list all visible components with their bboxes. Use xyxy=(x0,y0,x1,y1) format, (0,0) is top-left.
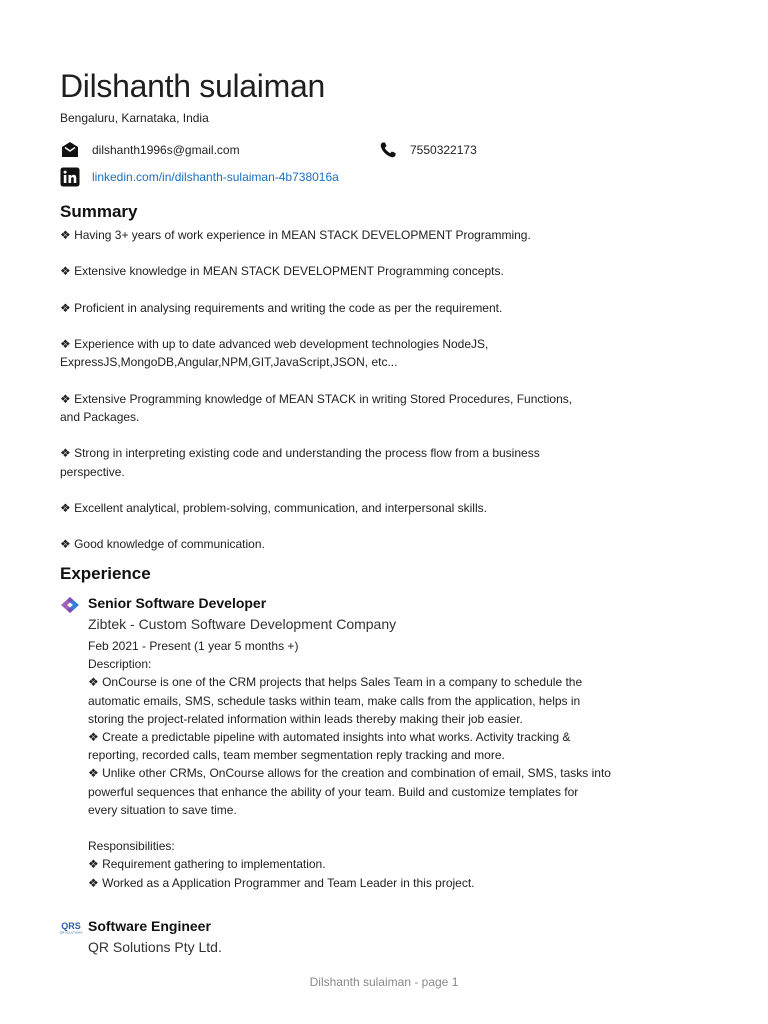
job-description-line: Feb 2021 - Present (1 year 5 months +) xyxy=(88,639,299,653)
linkedin-link[interactable]: linkedin.com/in/dilshanth-sulaiman-4b738016a xyxy=(92,170,339,184)
candidate-location: Bengaluru, Karnataka, India xyxy=(60,111,209,125)
job-description-line: storing the project-related information within leads thereby making their job easier. xyxy=(88,711,523,726)
phone-icon xyxy=(378,140,398,160)
job-description-line: powerful sequences that enhance the ability of your team. Build and customize templates for xyxy=(88,784,579,799)
email-row xyxy=(60,140,240,160)
candidate-name: Dilshanth sulaiman xyxy=(60,68,325,104)
job-company: Zibtek - Custom Software Development Company xyxy=(88,616,397,632)
job-title: Senior Software Developer xyxy=(88,595,267,611)
summary-item: ❖ Experience with up to date advanced web development technologies NodeJS, ExpressJS,MongoDB,Angular,NPM,GIT,JavaScript,JSON, etc... xyxy=(60,337,489,370)
job-company: QR Solutions Pty Ltd. xyxy=(88,939,222,955)
summary-heading: Summary xyxy=(60,202,138,221)
email-text[interactable]: dilshanth1996s@gmail.com xyxy=(92,143,240,157)
job-description-line: ❖ Unlike other CRMs, OnCourse allows for the creation and combination of email, SMS, tasks into xyxy=(88,766,611,781)
linkedin-row xyxy=(60,167,339,187)
job-description-line: every situation to save time. xyxy=(88,802,237,817)
summary-item: ❖ Strong in interpreting existing code and understanding the process flow from a business perspective. xyxy=(60,446,540,479)
experience-heading: Experience xyxy=(60,564,151,583)
summary-item: ❖ Having 3+ years of work experience in MEAN STACK DEVELOPMENT Programming. xyxy=(60,228,531,242)
qrs-logo-subtext: QR SOLUTIONS xyxy=(59,930,83,934)
job-description-line xyxy=(88,819,648,837)
job-description xyxy=(88,637,648,892)
job-description-line: ❖ Requirement gathering to implementation. xyxy=(88,857,326,872)
summary-list xyxy=(60,226,580,572)
summary-item: ❖ Extensive knowledge in MEAN STACK DEVELOPMENT Programming concepts. xyxy=(60,264,504,279)
phone-text[interactable]: 7550322173 xyxy=(410,143,477,157)
zibtek-logo xyxy=(60,596,80,619)
summary-item: ❖ Good knowledge of communication. xyxy=(60,537,265,552)
qrs-logo xyxy=(58,920,84,939)
page-footer: Dilshanth sulaiman - page 1 xyxy=(309,975,459,989)
job-title: Software Engineer xyxy=(88,918,211,934)
job-description-line: ❖ OnCourse is one of the CRM projects that helps Sales Team in a company to schedule the xyxy=(88,675,583,690)
qrs-logo-text: QRS xyxy=(61,921,81,931)
summary-item: ❖ Excellent analytical, problem-solving, communication, and interpersonal skills. xyxy=(60,500,487,515)
job-description-line: reporting, recorded calls, team member segmentation reply tracking and more. xyxy=(88,748,505,763)
email-icon xyxy=(60,140,80,160)
linkedin-icon xyxy=(60,167,80,187)
summary-item: ❖ Extensive Programming knowledge of MEAN STACK in writing Stored Procedures, Functions, and Packages. xyxy=(60,391,573,424)
phone-row xyxy=(378,140,477,160)
job-description-line: Responsibilities: xyxy=(88,839,175,854)
job-description-line: automatic emails, SMS, schedule tasks within team, make calls from the application, helps in xyxy=(88,693,581,708)
job-description-line: ❖ Create a predictable pipeline with automated insights into what works. Activity tracking & xyxy=(88,730,571,745)
summary-item: ❖ Proficient in analysing requirements and writing the code as per the requirement. xyxy=(60,300,503,315)
job-description-line: Description: xyxy=(88,657,152,672)
job-description-line: ❖ Worked as a Application Programmer and Team Leader in this project. xyxy=(88,875,475,890)
